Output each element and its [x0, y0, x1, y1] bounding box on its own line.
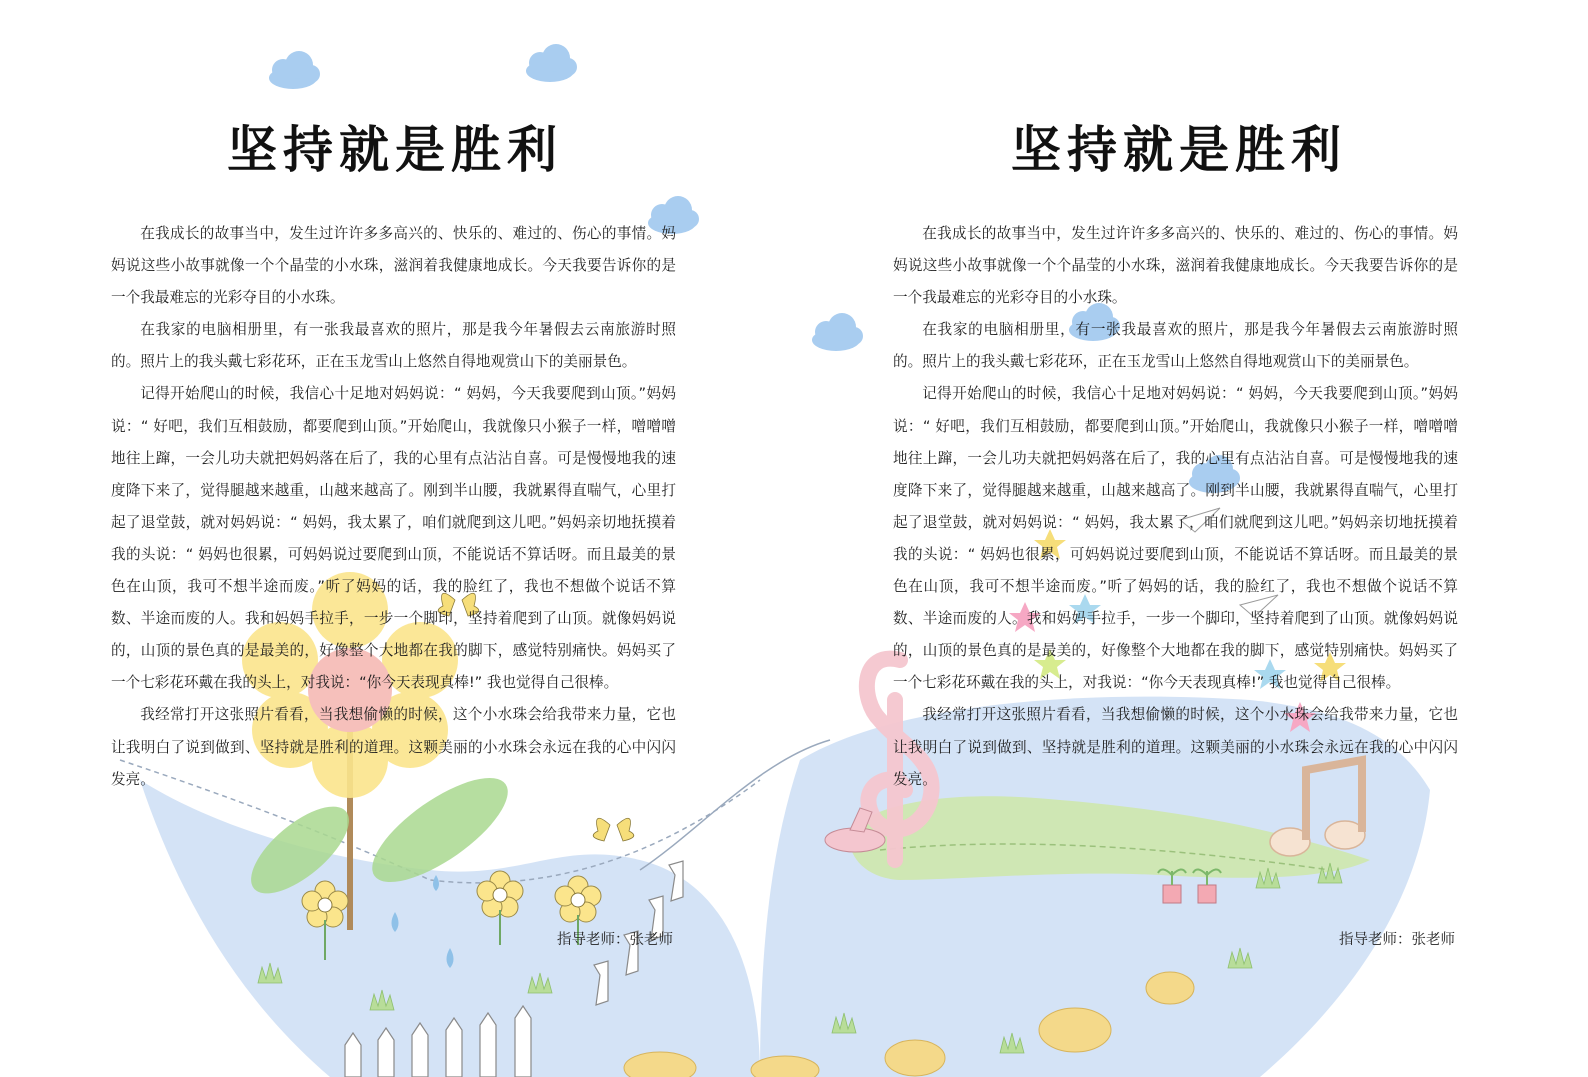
essay-body — [893, 218, 1458, 796]
essay-paragraph: 在我成长的故事当中，发生过许许多多高兴的、快乐的、难过的、伤心的事情。妈妈说这些小故事就像一个个晶莹的小水珠，滋润着我健康地成长。今天我要告诉你的是一个我最难忘的光彩夺目的小水珠。 — [893, 225, 1458, 307]
essay-body — [111, 218, 676, 796]
essay-paragraph: 在我成长的故事当中，发生过许许多多高兴的、快乐的、难过的、伤心的事情。妈妈说这些小故事就像一个个晶莹的小水珠，滋润着我健康地成长。今天我要告诉你的是一个我最难忘的光彩夺目的小水珠。 — [111, 225, 676, 307]
essay-paragraph: 记得开始爬山的时候，我信心十足地对妈妈说：“ 妈妈，今天我要爬到山顶。”妈妈说：“ 好吧，我们互相鼓励，都要爬到山顶。”开始爬山，我就像只小猴子一样，噌噌噌地往上蹿，一会儿功夫就把妈妈落在后了，我的心里有点沾沾自喜。可是慢慢地我的速度降下来了，觉得腿越来越重，山越来越高了。刚到半山腰，我就累得直喘气，心里打起了退堂鼓，就对妈妈说：“ 妈妈，我太累了，咱们就爬到这儿吧。”妈妈亲切地抚摸着我的头说：“ 妈妈也很累，可妈妈说过要爬到山顶，不能说话不算话呀。而且最美的景色在山顶，我可不想半途而废。”听了妈妈的话，我的脸红了，我也不想做个说话不算数、半途而废的人。我和妈妈手拉手，一步一个脚印，坚持着爬到了山顶。就像妈妈说的，山顶的景色真的是最美的，好像整个大地都在我的脚下，感觉特别痛快。妈妈买了一个七彩花环戴在我的头上，对我说：“你今天表现真棒!” 我也觉得自己很棒。 — [111, 385, 676, 692]
essay-paragraph: 记得开始爬山的时候，我信心十足地对妈妈说：“ 妈妈，今天我要爬到山顶。”妈妈说：“ 好吧，我们互相鼓励，都要爬到山顶。”开始爬山，我就像只小猴子一样，噌噌噌地往上蹿，一会儿功夫就把妈妈落在后了，我的心里有点沾沾自喜。可是慢慢地我的速度降下来了，觉得腿越来越重，山越来越高了。刚到半山腰，我就累得直喘气，心里打起了退堂鼓，就对妈妈说：“ 妈妈，我太累了，咱们就爬到这儿吧。”妈妈亲切地抚摸着我的头说：“ 妈妈也很累，可妈妈说过要爬到山顶，不能说话不算话呀。而且最美的景色在山顶，我可不想半途而废。”听了妈妈的话，我的脸红了，我也不想做个说话不算数、半途而废的人。我和妈妈手拉手，一步一个脚印，坚持着爬到了山顶。就像妈妈说的，山顶的景色真的是最美的，好像整个大地都在我的脚下，感觉特别痛快。妈妈买了一个七彩花环戴在我的头上，对我说：“你今天表现真棒!” 我也觉得自己很棒。 — [893, 385, 1458, 692]
essay-paragraph: 在我家的电脑相册里，有一张我最喜欢的照片，那是我今年暑假去云南旅游时照的。照片上的我头戴七彩花环，正在玉龙雪山上悠然自得地观赏山下的美丽景色。 — [111, 321, 676, 371]
page-title: 坚持就是胜利 — [227, 121, 563, 179]
essay-paragraph: 我经常打开这张照片看看，当我想偷懒的时候，这个小水珠会给我带来力量，它也让我明白了说到做到、坚持就是胜利的道理。这颗美丽的小水珠会永远在我的心中闪闪发亮。 — [893, 706, 1458, 788]
page-title: 坚持就是胜利 — [1011, 121, 1347, 179]
teacher-credit: 指导老师：张老师 — [557, 932, 673, 948]
essay-paragraph: 在我家的电脑相册里，有一张我最喜欢的照片，那是我今年暑假去云南旅游时照的。照片上的我头戴七彩花环，正在玉龙雪山上悠然自得地观赏山下的美丽景色。 — [893, 321, 1458, 371]
right-page — [794, 0, 1588, 1077]
teacher-credit: 指导老师：张老师 — [1339, 932, 1455, 948]
essay-paragraph: 我经常打开这张照片看看，当我想偷懒的时候，这个小水珠会给我带来力量，它也让我明白了说到做到、坚持就是胜利的道理。这颗美丽的小水珠会永远在我的心中闪闪发亮。 — [111, 706, 676, 788]
